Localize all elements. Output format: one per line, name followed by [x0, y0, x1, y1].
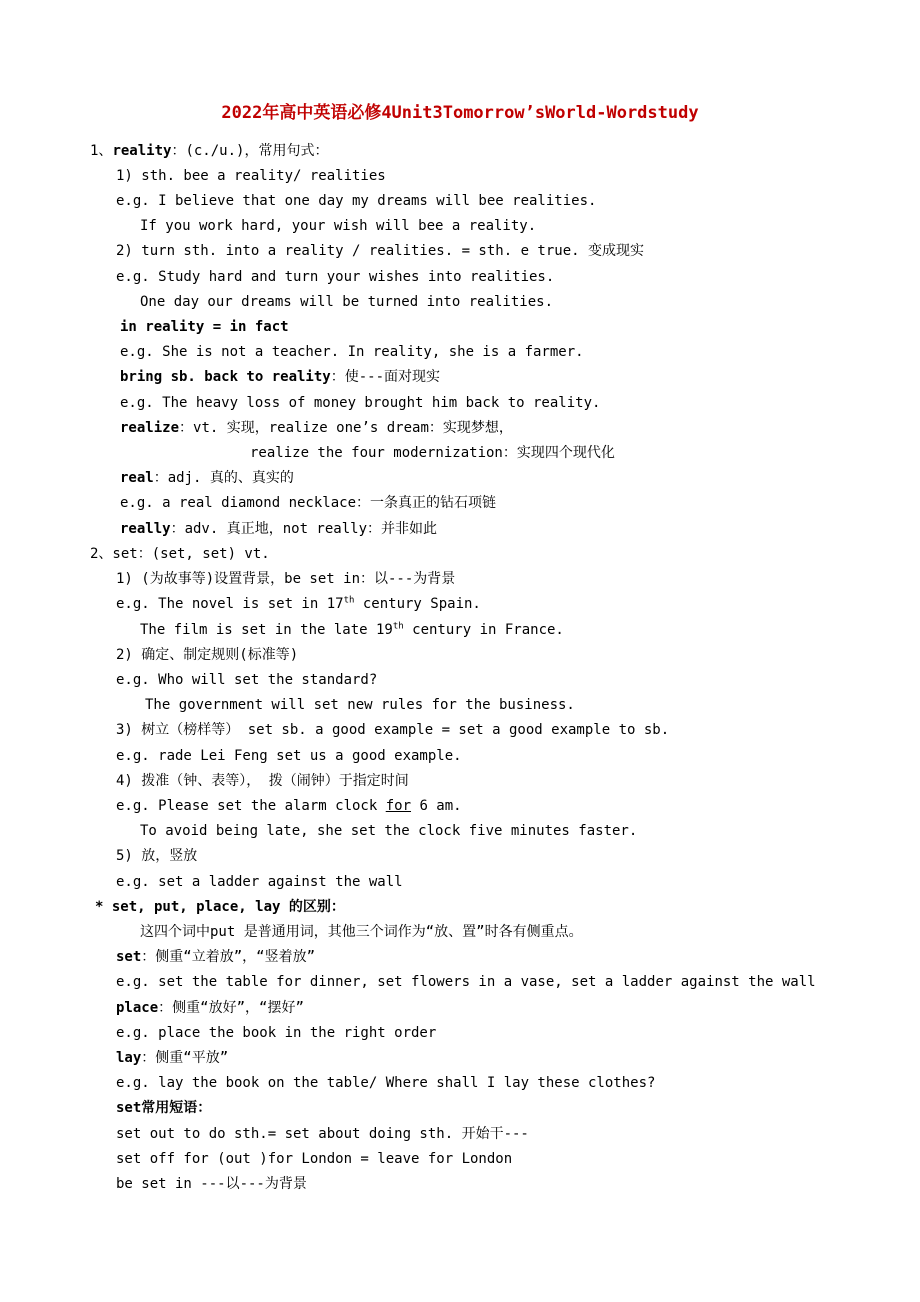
phrases-heading: set常用短语：: [116, 1100, 212, 1116]
example-line: To avoid being late, she set the clock five minutes faster.: [140, 823, 638, 839]
page-title: 2022年高中英语必修4Unit3Tomorrow’sWorld-Wordstudy: [221, 103, 699, 123]
example-line: [116, 796, 462, 816]
word-bold: place: [116, 1000, 159, 1016]
example-line: e.g. Study hard and turn your wishes into realities.: [116, 269, 555, 285]
example-text: century in France.: [403, 622, 564, 638]
word-real: [120, 468, 294, 488]
section-set-heading: 2、set：(set, set) vt.: [90, 546, 270, 562]
phrase-bring-back: [120, 367, 440, 387]
realize-phrase: realize the four modernization：实现四个现代化: [250, 445, 615, 461]
example-line: e.g. set a ladder against the wall: [116, 874, 403, 890]
differences-heading: * set, put, place, lay 的区别：: [95, 899, 345, 915]
example-line: [116, 594, 481, 614]
section-reality-heading: [90, 141, 328, 161]
meaning-3: 3) 树立（榜样等） set sb. a good example = set a good example to sb.: [116, 722, 670, 738]
example-line: e.g. I believe that one day my dreams will bee realities.: [116, 193, 597, 209]
diff-place: [116, 998, 304, 1018]
example-line: e.g. set the table for dinner, set flowers in a vase, set a ladder against the wall: [116, 974, 816, 990]
phrase-line: set out to do sth.= set about doing sth. 开始干---: [116, 1126, 529, 1142]
underlined-word: for: [385, 798, 412, 814]
example-line: [140, 620, 564, 640]
differences-intro: 这四个词中put 是普通用词，其他三个词作为“放、置”时各有侧重点。: [140, 924, 583, 940]
meaning-1: 1) (为故事等)设置背景，be set in：以---为背景: [116, 571, 456, 587]
word-bold: set: [116, 949, 142, 965]
word-bold: really: [120, 521, 171, 537]
word-meaning: ：侧重“平放”: [141, 1050, 229, 1066]
word-meaning: ：adj. 真的、真实的: [153, 470, 294, 486]
meaning-4: 4) 拨准（钟、表等）， 拨（闹钟）于指定时间: [116, 773, 409, 789]
word-meaning: ：adv. 真正地，not really：并非如此: [170, 521, 438, 537]
example-line: e.g. Who will set the standard?: [116, 672, 378, 688]
heading-rest: ：(c./u.)，常用句式：: [171, 143, 329, 159]
example-text: e.g. The novel is set in 17: [116, 596, 344, 612]
example-text: century Spain.: [354, 596, 481, 612]
example-line: One day our dreams will be turned into realities.: [140, 294, 554, 310]
word-bold: real: [120, 470, 154, 486]
word-realize: [120, 418, 513, 438]
word-meaning: ：侧重“立着放”，“竖着放”: [141, 949, 316, 965]
example-line: e.g. rade Lei Feng set us a good example.: [116, 748, 462, 764]
word-really: [120, 519, 437, 539]
example-line: e.g. The heavy loss of money brought him back to reality.: [120, 395, 601, 411]
example-line: e.g. a real diamond necklace：一条真正的钻石项链: [120, 495, 497, 511]
phrase-in-reality: in reality = in fact: [120, 319, 289, 335]
meaning-2: 2) 确定、制定规则(标准等): [116, 647, 299, 663]
word-bold: realize: [120, 420, 180, 436]
word-meaning: ：vt. 实现，realize one’s dream：实现梦想，: [179, 420, 513, 436]
example-text: The film is set in the late 19: [140, 622, 393, 638]
phrase-line: set off for (out )for London = leave for London: [116, 1151, 513, 1167]
diff-lay: [116, 1048, 228, 1068]
example-line: e.g. She is not a teacher. In reality, she is a farmer.: [120, 344, 584, 360]
pattern-2: 2) turn sth. into a reality / realities. = sth. e true. 变成现实: [116, 243, 645, 259]
phrase-bold: bring sb. back to reality: [120, 369, 331, 385]
example-line: e.g. lay the book on the table/ Where shall I lay these clothes?: [116, 1075, 656, 1091]
superscript: th: [392, 621, 404, 632]
phrase-meaning: ：使---面对现实: [330, 369, 441, 385]
example-line: If you work hard, your wish will bee a reality.: [140, 218, 537, 234]
pattern-1: 1) sth. bee a reality/ realities: [116, 168, 386, 184]
phrase-line: be set in ---以---为背景: [116, 1176, 307, 1192]
meaning-5: 5) 放，竖放: [116, 848, 198, 864]
section-number: 1、: [90, 143, 113, 159]
word-meaning: ：侧重“放好”，“摆好”: [158, 1000, 304, 1016]
example-text: 6 am.: [411, 798, 462, 814]
word-bold: lay: [116, 1050, 142, 1066]
example-line: e.g. place the book in the right order: [116, 1025, 437, 1041]
superscript: th: [343, 595, 355, 606]
example-line: The government will set new rules for the business.: [145, 697, 575, 713]
diff-set: [116, 947, 315, 967]
example-text: e.g. Please set the alarm clock: [116, 798, 386, 814]
headword-reality: reality: [112, 143, 172, 159]
